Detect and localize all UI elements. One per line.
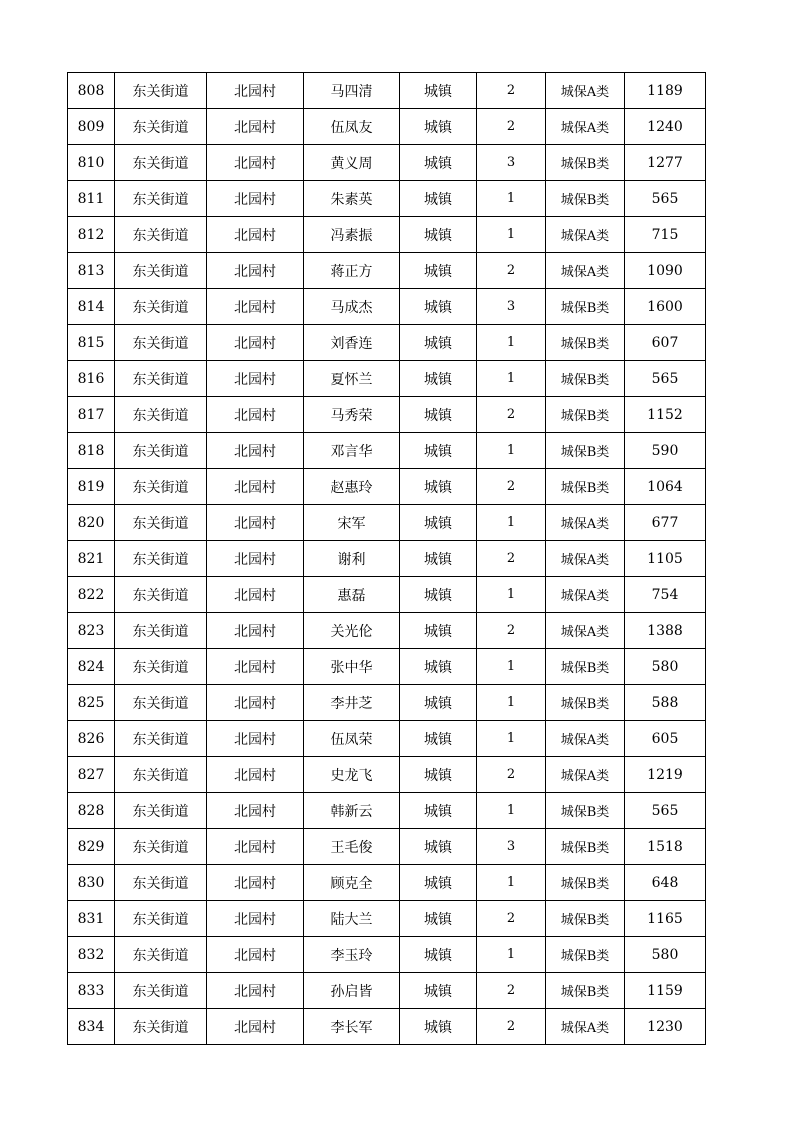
row-number-cell: 821: [68, 541, 115, 577]
row-number-cell: 811: [68, 181, 115, 217]
table-row: [68, 361, 706, 397]
insurance-category-cell: 城保B类: [546, 289, 625, 325]
name-cell: 伍凤荣: [304, 721, 400, 757]
subdistrict-cell: 东关街道: [115, 577, 207, 613]
subdistrict-cell: 东关街道: [115, 253, 207, 289]
table-row: [68, 937, 706, 973]
subdistrict-cell: 东关街道: [115, 73, 207, 109]
name-cell: 惠磊: [304, 577, 400, 613]
table-row: [68, 253, 706, 289]
household-size-cell: 1: [477, 649, 546, 685]
household-type-cell: 城镇: [400, 181, 477, 217]
subdistrict-cell: 东关街道: [115, 829, 207, 865]
name-cell: 马秀荣: [304, 397, 400, 433]
insurance-category-cell: 城保B类: [546, 865, 625, 901]
village-cell: 北园村: [207, 829, 304, 865]
subdistrict-cell: 东关街道: [115, 901, 207, 937]
table-row: [68, 865, 706, 901]
subdistrict-cell: 东关街道: [115, 325, 207, 361]
household-type-cell: 城镇: [400, 361, 477, 397]
row-number-cell: 813: [68, 253, 115, 289]
row-number-cell: 812: [68, 217, 115, 253]
village-cell: 北园村: [207, 613, 304, 649]
table-row: [68, 649, 706, 685]
insurance-category-cell: 城保B类: [546, 433, 625, 469]
subdistrict-cell: 东关街道: [115, 865, 207, 901]
household-size-cell: 1: [477, 937, 546, 973]
name-cell: 马四清: [304, 73, 400, 109]
subdistrict-cell: 东关街道: [115, 181, 207, 217]
household-size-cell: 2: [477, 73, 546, 109]
row-number-cell: 827: [68, 757, 115, 793]
name-cell: 李井芝: [304, 685, 400, 721]
table-row: [68, 469, 706, 505]
row-number-cell: 834: [68, 1009, 115, 1045]
household-type-cell: 城镇: [400, 541, 477, 577]
household-type-cell: 城镇: [400, 937, 477, 973]
table-row: [68, 217, 706, 253]
household-size-cell: 2: [477, 973, 546, 1009]
insurance-category-cell: 城保A类: [546, 1009, 625, 1045]
subdistrict-cell: 东关街道: [115, 541, 207, 577]
subdistrict-cell: 东关街道: [115, 469, 207, 505]
village-cell: 北园村: [207, 181, 304, 217]
table-row: [68, 1009, 706, 1045]
insurance-category-cell: 城保B类: [546, 973, 625, 1009]
amount-cell: 580: [625, 649, 706, 685]
household-type-cell: 城镇: [400, 469, 477, 505]
amount-cell: 1230: [625, 1009, 706, 1045]
amount-cell: 607: [625, 325, 706, 361]
subdistrict-cell: 东关街道: [115, 793, 207, 829]
insurance-category-cell: 城保B类: [546, 901, 625, 937]
household-size-cell: 1: [477, 433, 546, 469]
household-size-cell: 3: [477, 289, 546, 325]
insurance-category-cell: 城保A类: [546, 757, 625, 793]
table-row: [68, 289, 706, 325]
village-cell: 北园村: [207, 469, 304, 505]
household-type-cell: 城镇: [400, 73, 477, 109]
village-cell: 北园村: [207, 937, 304, 973]
row-number-cell: 822: [68, 577, 115, 613]
household-type-cell: 城镇: [400, 793, 477, 829]
household-type-cell: 城镇: [400, 505, 477, 541]
household-size-cell: 1: [477, 721, 546, 757]
household-type-cell: 城镇: [400, 973, 477, 1009]
household-size-cell: 2: [477, 109, 546, 145]
village-cell: 北园村: [207, 721, 304, 757]
name-cell: 谢利: [304, 541, 400, 577]
subdistrict-cell: 东关街道: [115, 973, 207, 1009]
subdistrict-cell: 东关街道: [115, 613, 207, 649]
amount-cell: 715: [625, 217, 706, 253]
insurance-category-cell: 城保A类: [546, 505, 625, 541]
table-row: [68, 325, 706, 361]
name-cell: 黄义周: [304, 145, 400, 181]
household-type-cell: 城镇: [400, 577, 477, 613]
insurance-category-cell: 城保B类: [546, 937, 625, 973]
table-row: [68, 505, 706, 541]
insurance-category-cell: 城保B类: [546, 397, 625, 433]
subdistrict-cell: 东关街道: [115, 937, 207, 973]
village-cell: 北园村: [207, 793, 304, 829]
row-number-cell: 809: [68, 109, 115, 145]
household-size-cell: 2: [477, 1009, 546, 1045]
row-number-cell: 825: [68, 685, 115, 721]
name-cell: 朱素英: [304, 181, 400, 217]
subdistrict-cell: 东关街道: [115, 109, 207, 145]
village-cell: 北园村: [207, 361, 304, 397]
name-cell: 邓言华: [304, 433, 400, 469]
village-cell: 北园村: [207, 73, 304, 109]
table-row: [68, 613, 706, 649]
amount-cell: 754: [625, 577, 706, 613]
household-size-cell: 1: [477, 361, 546, 397]
household-size-cell: 2: [477, 613, 546, 649]
household-size-cell: 2: [477, 757, 546, 793]
insurance-category-cell: 城保A类: [546, 253, 625, 289]
amount-cell: 1277: [625, 145, 706, 181]
table-row: [68, 541, 706, 577]
subdistrict-cell: 东关街道: [115, 361, 207, 397]
name-cell: 夏怀兰: [304, 361, 400, 397]
name-cell: 宋军: [304, 505, 400, 541]
insurance-category-cell: 城保A类: [546, 613, 625, 649]
name-cell: 孙启皆: [304, 973, 400, 1009]
household-type-cell: 城镇: [400, 901, 477, 937]
row-number-cell: 810: [68, 145, 115, 181]
insurance-category-cell: 城保B类: [546, 469, 625, 505]
name-cell: 顾克全: [304, 865, 400, 901]
household-size-cell: 1: [477, 181, 546, 217]
name-cell: 关光伦: [304, 613, 400, 649]
subdistrict-cell: 东关街道: [115, 145, 207, 181]
roster-table-body: [68, 73, 706, 1045]
row-number-cell: 815: [68, 325, 115, 361]
insurance-category-cell: 城保B类: [546, 829, 625, 865]
amount-cell: 565: [625, 361, 706, 397]
subdistrict-cell: 东关街道: [115, 433, 207, 469]
amount-cell: 1600: [625, 289, 706, 325]
table-row: [68, 145, 706, 181]
insurance-category-cell: 城保B类: [546, 145, 625, 181]
village-cell: 北园村: [207, 901, 304, 937]
row-number-cell: 818: [68, 433, 115, 469]
roster-table: [67, 72, 706, 1045]
table-row: [68, 181, 706, 217]
name-cell: 张中华: [304, 649, 400, 685]
household-type-cell: 城镇: [400, 649, 477, 685]
village-cell: 北园村: [207, 217, 304, 253]
household-type-cell: 城镇: [400, 325, 477, 361]
table-row: [68, 757, 706, 793]
household-type-cell: 城镇: [400, 865, 477, 901]
village-cell: 北园村: [207, 865, 304, 901]
village-cell: 北园村: [207, 649, 304, 685]
name-cell: 伍凤友: [304, 109, 400, 145]
household-size-cell: 3: [477, 829, 546, 865]
village-cell: 北园村: [207, 397, 304, 433]
name-cell: 史龙飞: [304, 757, 400, 793]
subdistrict-cell: 东关街道: [115, 505, 207, 541]
household-size-cell: 3: [477, 145, 546, 181]
amount-cell: 677: [625, 505, 706, 541]
village-cell: 北园村: [207, 685, 304, 721]
subdistrict-cell: 东关街道: [115, 397, 207, 433]
household-size-cell: 1: [477, 685, 546, 721]
row-number-cell: 814: [68, 289, 115, 325]
insurance-category-cell: 城保A类: [546, 217, 625, 253]
insurance-category-cell: 城保A类: [546, 721, 625, 757]
village-cell: 北园村: [207, 505, 304, 541]
village-cell: 北园村: [207, 325, 304, 361]
amount-cell: 1159: [625, 973, 706, 1009]
amount-cell: 588: [625, 685, 706, 721]
household-type-cell: 城镇: [400, 1009, 477, 1045]
amount-cell: 1165: [625, 901, 706, 937]
table-row: [68, 685, 706, 721]
row-number-cell: 823: [68, 613, 115, 649]
insurance-category-cell: 城保B类: [546, 181, 625, 217]
household-size-cell: 2: [477, 469, 546, 505]
name-cell: 刘香连: [304, 325, 400, 361]
row-number-cell: 831: [68, 901, 115, 937]
row-number-cell: 828: [68, 793, 115, 829]
village-cell: 北园村: [207, 433, 304, 469]
household-type-cell: 城镇: [400, 613, 477, 649]
row-number-cell: 819: [68, 469, 115, 505]
household-type-cell: 城镇: [400, 757, 477, 793]
row-number-cell: 826: [68, 721, 115, 757]
amount-cell: 1090: [625, 253, 706, 289]
subdistrict-cell: 东关街道: [115, 1009, 207, 1045]
row-number-cell: 833: [68, 973, 115, 1009]
amount-cell: 1189: [625, 73, 706, 109]
table-row: [68, 829, 706, 865]
table-row: [68, 109, 706, 145]
name-cell: 陆大兰: [304, 901, 400, 937]
amount-cell: 580: [625, 937, 706, 973]
village-cell: 北园村: [207, 109, 304, 145]
household-size-cell: 2: [477, 253, 546, 289]
table-row: [68, 973, 706, 1009]
household-type-cell: 城镇: [400, 253, 477, 289]
amount-cell: 1105: [625, 541, 706, 577]
row-number-cell: 808: [68, 73, 115, 109]
village-cell: 北园村: [207, 253, 304, 289]
household-size-cell: 1: [477, 577, 546, 613]
insurance-category-cell: 城保B类: [546, 361, 625, 397]
household-type-cell: 城镇: [400, 145, 477, 181]
insurance-category-cell: 城保A类: [546, 577, 625, 613]
insurance-category-cell: 城保B类: [546, 793, 625, 829]
amount-cell: 648: [625, 865, 706, 901]
amount-cell: 1518: [625, 829, 706, 865]
amount-cell: 1152: [625, 397, 706, 433]
amount-cell: 565: [625, 793, 706, 829]
name-cell: 蒋正方: [304, 253, 400, 289]
name-cell: 王毛俊: [304, 829, 400, 865]
name-cell: 马成杰: [304, 289, 400, 325]
subdistrict-cell: 东关街道: [115, 685, 207, 721]
household-type-cell: 城镇: [400, 721, 477, 757]
name-cell: 李长军: [304, 1009, 400, 1045]
household-size-cell: 2: [477, 541, 546, 577]
table-row: [68, 73, 706, 109]
insurance-category-cell: 城保A类: [546, 73, 625, 109]
table-row: [68, 397, 706, 433]
village-cell: 北园村: [207, 973, 304, 1009]
village-cell: 北园村: [207, 577, 304, 613]
subdistrict-cell: 东关街道: [115, 649, 207, 685]
name-cell: 韩新云: [304, 793, 400, 829]
household-size-cell: 1: [477, 505, 546, 541]
subdistrict-cell: 东关街道: [115, 721, 207, 757]
subdistrict-cell: 东关街道: [115, 289, 207, 325]
row-number-cell: 830: [68, 865, 115, 901]
household-size-cell: 1: [477, 325, 546, 361]
name-cell: 冯素振: [304, 217, 400, 253]
insurance-category-cell: 城保B类: [546, 325, 625, 361]
household-type-cell: 城镇: [400, 829, 477, 865]
household-size-cell: 2: [477, 901, 546, 937]
amount-cell: 565: [625, 181, 706, 217]
row-number-cell: 817: [68, 397, 115, 433]
household-size-cell: 2: [477, 397, 546, 433]
name-cell: 赵惠玲: [304, 469, 400, 505]
amount-cell: 1240: [625, 109, 706, 145]
household-size-cell: 1: [477, 217, 546, 253]
row-number-cell: 829: [68, 829, 115, 865]
household-type-cell: 城镇: [400, 433, 477, 469]
row-number-cell: 824: [68, 649, 115, 685]
amount-cell: 1388: [625, 613, 706, 649]
village-cell: 北园村: [207, 289, 304, 325]
subdistrict-cell: 东关街道: [115, 217, 207, 253]
household-size-cell: 1: [477, 865, 546, 901]
insurance-category-cell: 城保B类: [546, 685, 625, 721]
amount-cell: 1219: [625, 757, 706, 793]
table-row: [68, 433, 706, 469]
village-cell: 北园村: [207, 1009, 304, 1045]
insurance-category-cell: 城保A类: [546, 109, 625, 145]
table-row: [68, 793, 706, 829]
table-row: [68, 577, 706, 613]
amount-cell: 1064: [625, 469, 706, 505]
row-number-cell: 816: [68, 361, 115, 397]
row-number-cell: 820: [68, 505, 115, 541]
row-number-cell: 832: [68, 937, 115, 973]
table-row: [68, 721, 706, 757]
household-type-cell: 城镇: [400, 397, 477, 433]
village-cell: 北园村: [207, 145, 304, 181]
name-cell: 李玉玲: [304, 937, 400, 973]
insurance-category-cell: 城保B类: [546, 649, 625, 685]
insurance-category-cell: 城保A类: [546, 541, 625, 577]
amount-cell: 605: [625, 721, 706, 757]
table-row: [68, 901, 706, 937]
household-type-cell: 城镇: [400, 289, 477, 325]
household-type-cell: 城镇: [400, 109, 477, 145]
amount-cell: 590: [625, 433, 706, 469]
household-type-cell: 城镇: [400, 217, 477, 253]
village-cell: 北园村: [207, 541, 304, 577]
household-size-cell: 1: [477, 793, 546, 829]
household-type-cell: 城镇: [400, 685, 477, 721]
subdistrict-cell: 东关街道: [115, 757, 207, 793]
village-cell: 北园村: [207, 757, 304, 793]
